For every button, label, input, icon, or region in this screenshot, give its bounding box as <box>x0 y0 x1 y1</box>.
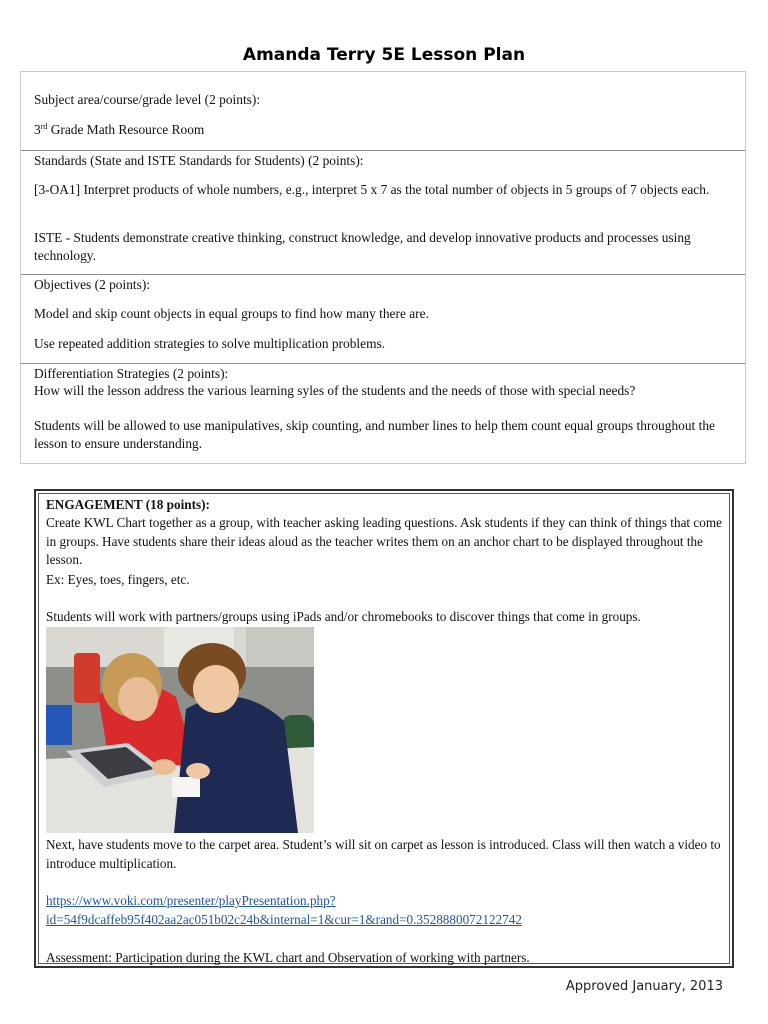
engagement-paragraph: Next, have students move to the carpet area. Student’s will sit on carpet as lesson is introduced. Class will then watch a video to introduce multiplication. <box>46 837 721 871</box>
engagement-paragraph: Students will work with partners/groups using iPads and/or chromebooks to discover things that come in groups. <box>46 609 641 624</box>
students-photo <box>46 627 314 833</box>
objectives-label: Objectives (2 points): <box>34 277 151 292</box>
differentiation-section <box>21 363 745 464</box>
differentiation-question: How will the lesson address the various learning syles of the students and the needs of those with special needs? <box>34 383 636 398</box>
standards-label: Standards (State and ISTE Standards for Students) (2 points): <box>34 153 364 168</box>
differentiation-label: Differentiation Strategies (2 points): <box>34 366 229 381</box>
page-title: Amanda Terry 5E Lesson Plan <box>242 45 526 65</box>
engagement-example: Ex: Eyes, toes, fingers, etc. <box>46 572 190 587</box>
subject-label: Subject area/course/grade level (2 points): <box>34 92 261 107</box>
lesson-plan-table <box>20 71 746 464</box>
standards-section <box>21 150 745 275</box>
engagement-box <box>34 489 734 968</box>
engagement-paragraph: Create KWL Chart together as a group, with teacher asking leading questions. Ask students if they can think of things that come in groups. Have students share their ideas aloud as the teacher writes them on an anchor chart to be displayed throughout the lesson. <box>46 515 722 567</box>
standard-item: [3-OA1] Interpret products of whole numbers, e.g., interpret 5 x 7 as the total number of objects in 5 groups of 7 objects each. <box>34 182 710 197</box>
standard-item: ISTE - Students demonstrate creative thinking, construct knowledge, and develop innovative products and processes using technology. <box>34 230 691 263</box>
engagement-assessment: Assessment: Participation during the KWL chart and Observation of working with partners. <box>46 950 530 965</box>
approval-footer: Approved January, 2013 <box>565 979 723 994</box>
differentiation-answer: Students will be allowed to use manipulatives, skip counting, and number lines to help them count equal groups throughout the lesson to ensure understanding. <box>34 418 715 451</box>
subject-section <box>21 72 745 150</box>
voki-video-link-continued[interactable]: id=54f9dcaffeb95f402aa2ac051b02c24b&internal=1&cur=1&rand=0.3528880072122742 <box>46 912 522 927</box>
engagement-heading: ENGAGEMENT (18 points): <box>46 497 210 512</box>
voki-video-link[interactable]: https://www.voki.com/presenter/playPresentation.php? <box>46 893 336 908</box>
objectives-section <box>21 274 745 364</box>
objective-item: Use repeated addition strategies to solve multiplication problems. <box>34 336 386 351</box>
subject-value: 3rd Grade Math Resource Room <box>34 122 205 137</box>
objective-item: Model and skip count objects in equal groups to find how many there are. <box>34 306 429 321</box>
engagement-inner <box>38 493 730 964</box>
